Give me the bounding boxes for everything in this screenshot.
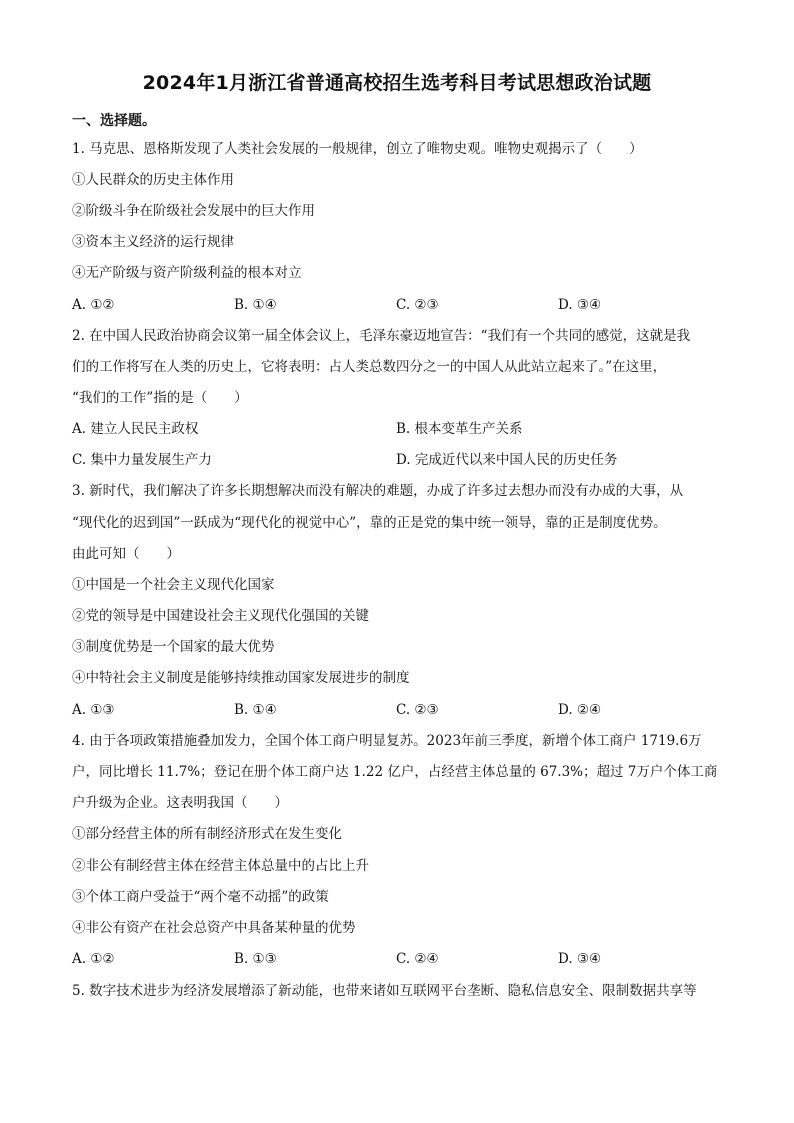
question-4-stem-line-3: 户升级为企业。这表明我国（ ） — [72, 795, 288, 811]
question-1-item-1: ①人民群众的历史主体作用 — [72, 172, 234, 188]
question-4-stem-line-2: 户，同比增长 11.7%；登记在册个体工商户达 1.22 亿户，占经营主体总量的 67.3%；超过 7万户个体工商 — [72, 764, 718, 780]
section-heading: 一、选择题。 — [72, 113, 156, 129]
question-4-option-d: D. ③④ — [558, 951, 602, 967]
question-4-option-b: B. ①③ — [234, 951, 277, 967]
question-3-stem-line-3: 由此可知（ ） — [72, 546, 180, 562]
question-4-option-a: A. ①② — [72, 951, 115, 967]
question-3-option-d: D. ②④ — [558, 702, 602, 718]
question-1-item-2: ②阶级斗争在阶级社会发展中的巨大作用 — [72, 203, 315, 219]
question-3-item-1: ①中国是一个社会主义现代化国家 — [72, 577, 275, 593]
question-3-stem-line-1: 3. 新时代，我们解决了许多长期想解决而没有解决的难题，办成了许多过去想办而没有办成的大事，从 — [72, 483, 684, 499]
question-3-stem-line-2: “现代化的迟到国”一跃成为“现代化的视觉中心”，靠的正是党的集中统一领导，靠的正是制度优势。 — [72, 515, 667, 531]
question-4-item-1: ①部分经营主体的所有制经济形式在发生变化 — [72, 826, 342, 842]
question-3-option-c: C. ②③ — [396, 702, 439, 718]
question-1-option-c: C. ②③ — [396, 297, 439, 313]
question-2-stem-line-2: 们的工作将写在人类的历史上，它将表明：占人类总数四分之一的中国人从此站立起来了。”在这里， — [72, 359, 667, 375]
question-4-item-3: ③个体工商户受益于“两个毫不动摇”的政策 — [72, 889, 329, 905]
question-2-option-c: C. 集中力量发展生产力 — [72, 452, 212, 468]
question-1-option-a: A. ①② — [72, 297, 115, 313]
question-3-item-2: ②党的领导是中国建设社会主义现代化强国的关键 — [72, 608, 369, 624]
question-3-item-4: ④中特社会主义制度是能够持续推动国家发展进步的制度 — [72, 670, 410, 686]
question-4-stem-line-1: 4. 由于各项政策措施叠加发力，全国个体工商户明显复苏。2023年前三季度，新增个体工商户 1719.6万 — [72, 733, 702, 749]
question-1-option-d: D. ③④ — [558, 297, 602, 313]
question-5-stem-line-1: 5. 数字技术进步为经济发展增添了新动能，也带来诸如互联网平台垄断、隐私信息安全、限制数据共享等 — [72, 983, 697, 999]
question-1-item-3: ③资本主义经济的运行规律 — [72, 234, 234, 250]
question-2-option-b: B. 根本变革生产关系 — [396, 421, 523, 437]
question-3-option-a: A. ①③ — [72, 702, 115, 718]
question-4-item-2: ②非公有制经营主体在经营主体总量中的占比上升 — [72, 858, 369, 874]
question-1-stem: 1. 马克思、恩格斯发现了人类社会发展的一般规律，创立了唯物史观。唯物史观揭示了（ ） — [72, 141, 643, 157]
question-2-option-a: A. 建立人民民主政权 — [72, 421, 199, 437]
question-3-item-3: ③制度优势是一个国家的最大优势 — [72, 639, 275, 655]
question-2-stem-line-1: 2. 在中国人民政治协商会议第一届全体会议上，毛泽东豪迈地宣告：“我们有一个共同的感觉，这就是我 — [72, 328, 691, 344]
question-4-item-4: ④非公有资产在社会总资产中具备某种量的优势 — [72, 920, 356, 936]
question-2-option-d: D. 完成近代以来中国人民的历史任务 — [396, 452, 618, 468]
page-title: 2024年1月浙江省普通高校招生选考科目考试思想政治试题 — [142, 72, 652, 94]
question-2-stem-line-3: “我们的工作”指的是（ ） — [72, 390, 248, 406]
question-1-option-b: B. ①④ — [234, 297, 277, 313]
question-1-item-4: ④无产阶级与资产阶级利益的根本对立 — [72, 265, 302, 281]
question-4-option-c: C. ②④ — [396, 951, 439, 967]
question-3-option-b: B. ①④ — [234, 702, 277, 718]
